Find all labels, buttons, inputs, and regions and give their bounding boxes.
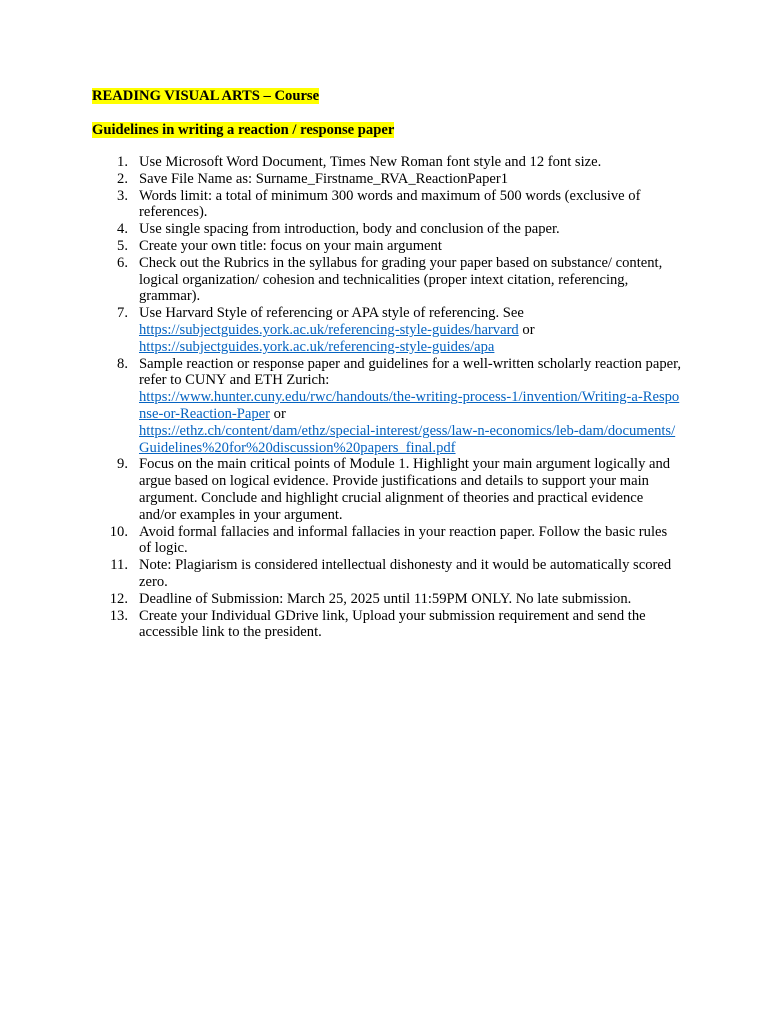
list-item <box>92 524 682 558</box>
list-item <box>92 171 682 188</box>
item-number: 1. <box>117 154 128 170</box>
item-number: 6. <box>117 254 128 271</box>
eth-zurich-guide-link[interactable]: https://ethz.ch/content/dam/ethz/special-interest/gess/law-n-economics/leb-dam/documents/Guidelines%20for%20discussion%20papers_final.pdf <box>139 422 676 456</box>
item-number: 10. <box>109 523 128 540</box>
link-connector: or <box>273 405 286 422</box>
item-number: 7. <box>117 305 128 322</box>
item-text: Save File Name as: Surname_Firstname_RVA_ReactionPaper1 <box>139 170 509 187</box>
item-number: 12. <box>109 590 128 607</box>
link-connector: or <box>522 321 535 338</box>
item-number: 8. <box>117 355 128 372</box>
list-item <box>92 255 682 305</box>
apa-guide-link[interactable]: https://subjectguides.york.ac.uk/referencing-style-guides/apa <box>139 338 495 355</box>
item-text: Avoid formal fallacies and informal fallacies in your reaction paper. Follow the basic rules of logic. <box>139 523 668 557</box>
list-item <box>92 188 682 222</box>
list-item <box>92 557 682 591</box>
document-title-text: READING VISUAL ARTS – Course <box>92 88 320 104</box>
list-item <box>92 356 682 457</box>
item-number: 4. <box>117 221 128 238</box>
item-number: 9. <box>117 456 128 473</box>
item-text: Note: Plagiarism is considered intellectual dishonesty and it would be automatically scored zero. <box>139 557 672 590</box>
list-item <box>92 591 682 608</box>
item-text: Use single spacing from introduction, body and conclusion of the paper. <box>139 221 560 238</box>
guidelines-list <box>92 154 682 641</box>
item-number: 3. <box>117 187 128 204</box>
item-text: Words limit: a total of minimum 300 words and maximum of 500 words (exclusive of references). <box>139 187 641 221</box>
item-number: 2. <box>117 170 128 187</box>
item-text: Use Microsoft Word Document, Times New Roman font style and 12 font size. <box>139 154 602 170</box>
harvard-guide-link[interactable]: https://subjectguides.york.ac.uk/referencing-style-guides/harvard <box>139 321 519 338</box>
item-text: Focus on the main critical points of Module 1. Highlight your main argument logically and argue based on logical evidence. Provide justifications and details to support your main argument. Conclude and highlight crucial alignment of theories and practical evidence and/or examples in your argument. <box>139 456 671 523</box>
item-text: Use Harvard Style of referencing or APA style of referencing. See <box>139 305 524 322</box>
item-text: Check out the Rubrics in the syllabus for grading your paper based on substance/ content, logical organization/ cohesion and technicalities (proper intext citation, referencing, grammar). <box>139 254 663 305</box>
list-item <box>92 305 682 355</box>
item-number: 13. <box>109 607 128 624</box>
list-item <box>92 608 682 642</box>
item-text: Sample reaction or response paper and guidelines for a well-written scholarly reaction paper, refer to CUNY and ETH Zurich: <box>139 355 682 389</box>
item-text: Deadline of Submission: March 25, 2025 until 11:59PM ONLY. No late submission. <box>139 590 632 607</box>
document-page <box>92 87 682 641</box>
list-item <box>92 456 682 523</box>
list-item <box>92 238 682 255</box>
item-text: Create your own title: focus on your main argument <box>139 237 442 254</box>
cuny-guide-link[interactable]: https://www.hunter.cuny.edu/rwc/handouts/the-writing-process-1/invention/Writing-a-Response-or-Reaction-Paper <box>139 389 680 422</box>
document-title <box>92 87 682 105</box>
list-item <box>92 221 682 238</box>
list-item <box>92 154 682 171</box>
item-text: Create your Individual GDrive link, Upload your submission requirement and send the accessible link to the president. <box>139 607 646 641</box>
item-number: 11. <box>110 557 128 574</box>
document-subtitle <box>92 121 682 139</box>
item-number: 5. <box>117 237 128 254</box>
document-subtitle-text: Guidelines in writing a reaction / response paper <box>92 122 395 138</box>
